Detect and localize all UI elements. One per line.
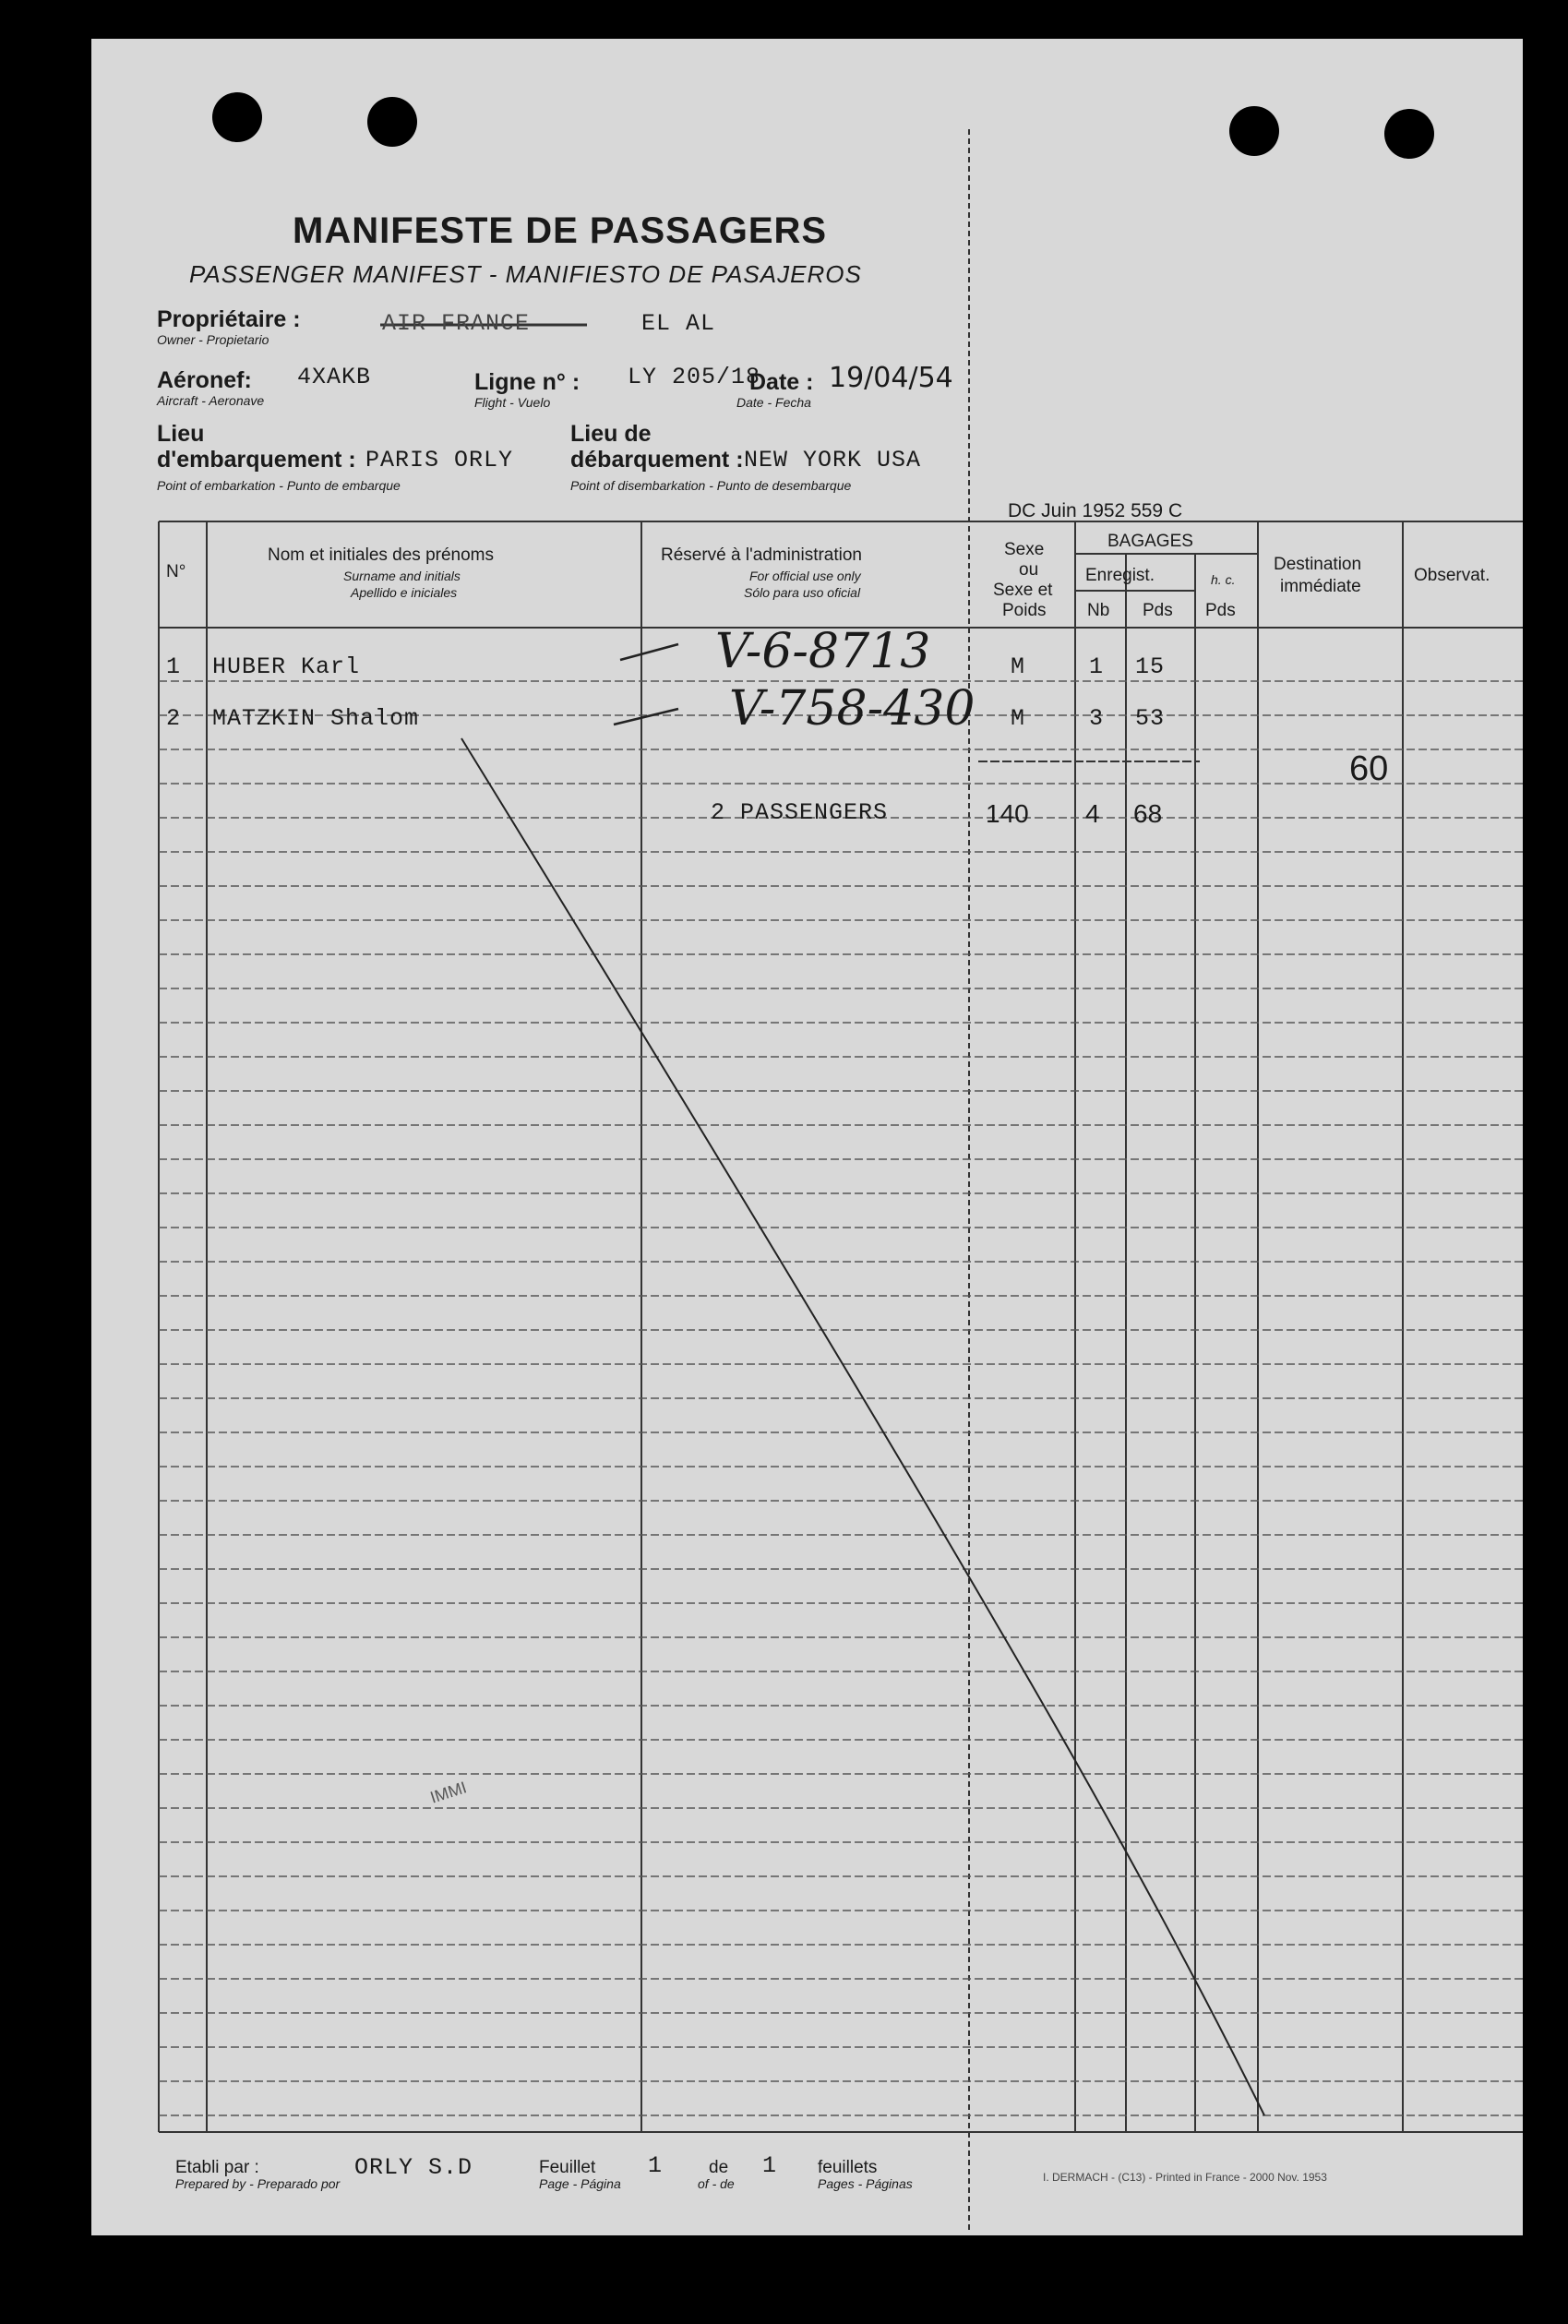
col-name: Nom et initiales des prénoms: [268, 545, 494, 565]
row2-sex: M: [1011, 705, 1026, 732]
row1-nb: 1: [1089, 653, 1105, 680]
col-bagages: BAGAGES: [1107, 532, 1193, 551]
of-label: de: [709, 2158, 729, 2177]
printer-note: I. DERMACH - (C13) - Printed in France - 2000 Nov. 1953: [1043, 2171, 1327, 2184]
col-sex-1: Sexe: [1004, 540, 1045, 559]
date-label: Date :: [749, 369, 814, 395]
col-sex-4: Poids: [1002, 601, 1047, 620]
aircraft-value: 4XAKB: [297, 364, 372, 390]
owner-sub: Owner - Propietario: [157, 332, 269, 347]
col-pds: Pds: [1143, 601, 1173, 620]
sheet-sub: Page - Página: [539, 2176, 621, 2191]
embark-label-1: Lieu: [157, 421, 205, 447]
col-nb: Nb: [1087, 601, 1110, 620]
col-dest-2: immédiate: [1280, 577, 1361, 596]
prepared-label: Etabli par :: [175, 2158, 259, 2177]
owner-value: EL AL: [641, 310, 716, 337]
page-title: MANIFESTE DE PASSAGERS: [293, 210, 828, 251]
col-name-sub2: Apellido e iniciales: [351, 585, 458, 600]
of-value: 1: [762, 2152, 778, 2179]
embark-label-2: d'embarquement :: [157, 447, 356, 473]
embark-value: PARIS ORLY: [365, 447, 514, 473]
totals-pds: 68: [1133, 799, 1163, 828]
totals-weight: 140: [986, 799, 1029, 828]
row1-pds: 15: [1135, 653, 1166, 680]
col-admin: Réservé à l'administration: [661, 545, 862, 565]
owner-struck: AIR FRANCE: [382, 310, 531, 337]
row2-no: 2: [166, 705, 182, 732]
disembark-sub: Point of disembarkation - Punto de desembarque: [570, 478, 852, 493]
row2-admin: V-758-430: [729, 681, 976, 737]
row1-admin: V-6-8713: [715, 624, 931, 679]
row2-name: MATZKIN Shalom: [212, 705, 420, 732]
sheet-label: Feuillet: [539, 2158, 596, 2177]
col-sex-2: ou: [1019, 560, 1039, 580]
row1-no: 1: [166, 653, 182, 680]
col-sex-3: Sexe et: [993, 581, 1053, 600]
col-admin-sub2: Sólo para uso oficial: [744, 585, 861, 600]
pages-sub: Pages - Páginas: [818, 2176, 913, 2191]
col-hc: h. c.: [1211, 572, 1236, 587]
form-ref: DC Juin 1952 559 C: [1008, 500, 1183, 521]
prepared-sub: Prepared by - Preparado por: [175, 2176, 341, 2191]
embark-sub: Point of embarkation - Punto de embarque: [157, 478, 401, 493]
row2-nb: 3: [1089, 705, 1105, 732]
owner-label: Propriétaire :: [157, 306, 301, 332]
flight-label: Ligne n° :: [474, 369, 581, 395]
flight-sub: Flight - Vuelo: [474, 395, 551, 410]
of-sub: of - de: [698, 2176, 735, 2191]
flight-value: LY 205/18: [628, 364, 761, 390]
handwritten-60: 60: [1349, 749, 1389, 788]
row1-name: HUBER Karl: [212, 653, 361, 680]
immigration-stamp: IMMI: [427, 1778, 469, 1807]
aircraft-label: Aéronef:: [157, 367, 252, 393]
col-name-sub1: Surname and initials: [343, 569, 461, 583]
totals-summary: 2 PASSENGERS: [711, 799, 889, 826]
col-no: N°: [166, 562, 186, 581]
date-value: 19/04/54: [829, 362, 953, 394]
sheet-value: 1: [648, 2152, 664, 2179]
row2-pds: 53: [1135, 705, 1166, 732]
col-enregist: Enregist.: [1085, 566, 1155, 585]
page-subtitle: PASSENGER MANIFEST - MANIFIESTO DE PASAJEROS: [189, 260, 862, 288]
disembark-value: NEW YORK USA: [744, 447, 922, 473]
pages-label: feuillets: [818, 2158, 878, 2177]
row1-sex: M: [1011, 653, 1026, 680]
prepared-value: ORLY S.D: [354, 2154, 473, 2181]
col-dest-1: Destination: [1274, 555, 1362, 574]
disembark-label-2: débarquement :: [570, 447, 744, 473]
col-hc-pds: Pds: [1205, 601, 1236, 620]
aircraft-sub: Aircraft - Aeronave: [157, 393, 265, 408]
col-admin-sub1: For official use only: [749, 569, 861, 583]
disembark-label-1: Lieu de: [570, 421, 652, 447]
totals-nb: 4: [1085, 799, 1100, 828]
date-sub: Date - Fecha: [736, 395, 811, 410]
col-observ: Observat.: [1414, 566, 1490, 585]
